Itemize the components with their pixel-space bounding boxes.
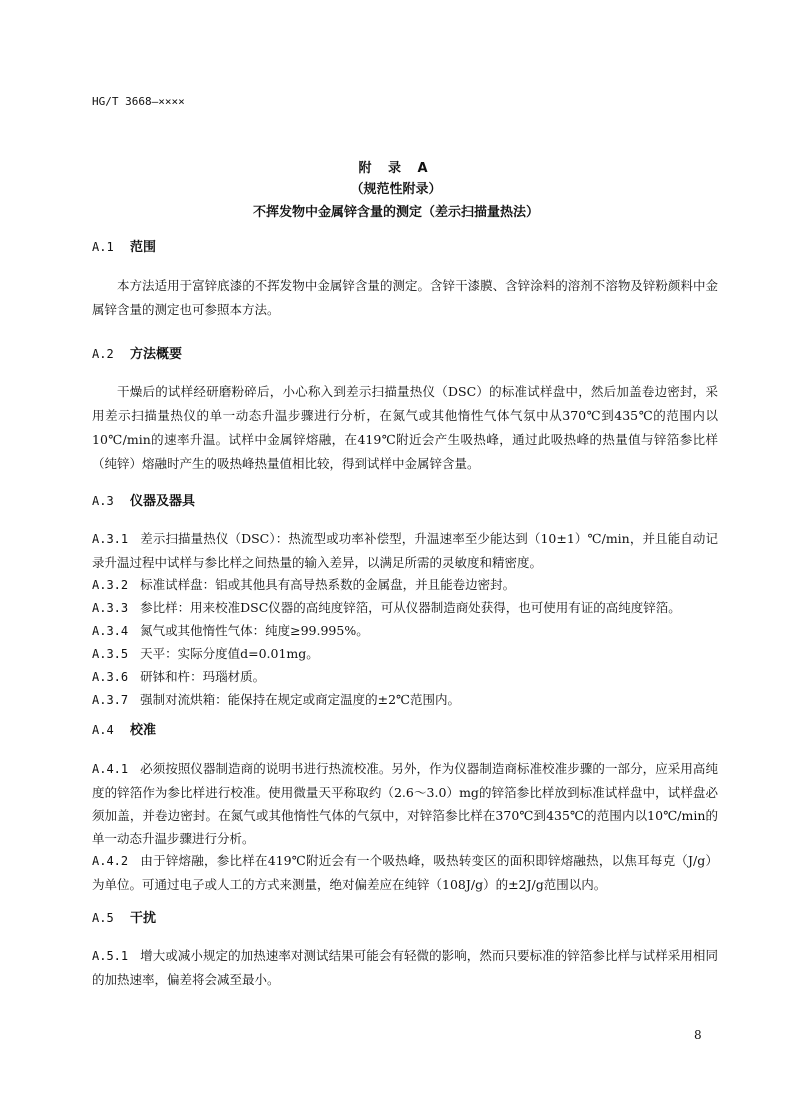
clause-number: A.3.7 xyxy=(92,693,129,707)
clause-a3-5 xyxy=(92,642,718,666)
section-a2-text: 干燥后的试样经研磨粉碎后，小心称入到差示扫描量热仪（DSC）的标准试样盘中，然后加盖卷边密封，采用差示扫描量热仪的单一动态升温步骤进行分析，在氮气或其他惰性气体气氛中从370℃到435℃的范围内以10℃/min的速率升温。试样中金属锌熔融，在419℃附近会产生吸热峰，通过此吸热峰的热量值与锌箔参比样（纯锌）熔融时产生的吸热峰热量值相比较，得到试样中金属锌含量。 xyxy=(92,384,718,471)
clause-number: A.3.5 xyxy=(92,647,129,661)
clause-number: A.3.6 xyxy=(92,670,129,684)
clause-text: 氮气或其他惰性气体：纯度≥99.995%。 xyxy=(140,623,369,638)
clause-number: A.4.1 xyxy=(92,762,129,776)
section-a1-text: 本方法适用于富锌底漆的不挥发物中金属锌含量的测定。含锌干漆膜、含锌涂料的溶剂不溶物及锌粉颜料中金属锌含量的测定也可参照本方法。 xyxy=(92,278,718,317)
section-number: A.1 xyxy=(92,240,114,254)
clause-text: 差示扫描量热仪（DSC）：热流型或功率补偿型，升温速率至少能达到（10±1）℃/min，并且能自动记录升温过程中试样与参比样之间热量的输入差异，以满足所需的灵敏度和精密度。 xyxy=(92,531,718,570)
section-a1-heading xyxy=(92,236,156,255)
clause-number: A.3.4 xyxy=(92,624,129,638)
clause-text: 增大或减小规定的加热速率对测试结果可能会有轻微的影响，然而只要标准的锌箔参比样与试样采用相同的加热速率，偏差将会减至最小。 xyxy=(92,948,718,987)
section-title: 范围 xyxy=(130,240,157,255)
section-number: A.2 xyxy=(92,347,114,361)
clause-a3-6 xyxy=(92,665,718,689)
clause-a3-4 xyxy=(92,619,718,643)
clause-a3-2 xyxy=(92,573,718,597)
clause-a3-3 xyxy=(92,596,718,620)
clause-text: 研钵和杵：玛瑙材质。 xyxy=(140,669,266,684)
section-title: 仪器及器具 xyxy=(130,494,196,509)
clause-a4-1 xyxy=(92,757,718,850)
clause-text: 由于锌熔融，参比样在419℃附近会有一个吸热峰，吸热转变区的面积即锌熔融热，以焦耳每克（J/g）为单位。可通过电子或人工的方式来测量，绝对偏差应在纯锌（108J/g）的±2J/g范围以内。 xyxy=(92,853,718,892)
section-number: A.5 xyxy=(92,911,114,925)
page-number: 8 xyxy=(694,1028,702,1042)
appendix-label: 附 录 A xyxy=(358,161,434,176)
clause-text: 必须按照仪器制造商的说明书进行热流校准。另外，作为仪器制造商标准校准步骤的一部分，应采用高纯度的锌箔作为参比样进行校准。使用微量天平称取约（2.6～3.0）mg的锌箔参比样放到标准试样盘中，试样盘必须加盖，并卷边密封。在氮气或其他惰性气体的气氛中，对锌箔参比样在370℃到435℃的范围内以10℃/min的单一动态升温步骤进行分析。 xyxy=(92,761,718,846)
appendix-type: （规范性附录） xyxy=(350,182,442,197)
clause-text: 标准试样盘：铝或其他具有高导热系数的金属盘，并且能卷边密封。 xyxy=(140,577,516,592)
section-a3-heading xyxy=(92,490,195,509)
clause-a3-1 xyxy=(92,527,718,574)
appendix-name: 不挥发物中金属锌含量的测定（差示扫描量热法） xyxy=(252,205,539,220)
section-title: 方法概要 xyxy=(130,347,183,362)
section-title: 干扰 xyxy=(130,911,157,926)
clause-a3-7 xyxy=(92,688,718,712)
section-a5-heading xyxy=(92,907,156,926)
clause-number: A.4.2 xyxy=(92,854,129,868)
clause-text: 参比样：用来校准DSC仪器的高纯度锌箔，可从仪器制造商处获得，也可使用有证的高纯度锌箔。 xyxy=(140,600,681,615)
document-id: HG/T 3668—×××× xyxy=(92,95,185,108)
clause-text: 天平：实际分度值d=0.01mg。 xyxy=(140,646,319,661)
clause-number: A.3.1 xyxy=(92,532,129,546)
section-a4-heading xyxy=(92,719,156,738)
appendix-title-block xyxy=(0,158,792,225)
clause-number: A.3.3 xyxy=(92,601,129,615)
clause-text: 强制对流烘箱：能保持在规定或商定温度的±2℃范围内。 xyxy=(140,692,461,707)
section-number: A.3 xyxy=(92,494,114,508)
clause-a4-2 xyxy=(92,849,718,896)
clause-number: A.5.1 xyxy=(92,949,129,963)
clause-number: A.3.2 xyxy=(92,578,129,592)
section-title: 校准 xyxy=(130,723,157,738)
section-a2-heading xyxy=(92,343,182,362)
section-number: A.4 xyxy=(92,723,114,737)
clause-a5-1 xyxy=(92,944,718,991)
